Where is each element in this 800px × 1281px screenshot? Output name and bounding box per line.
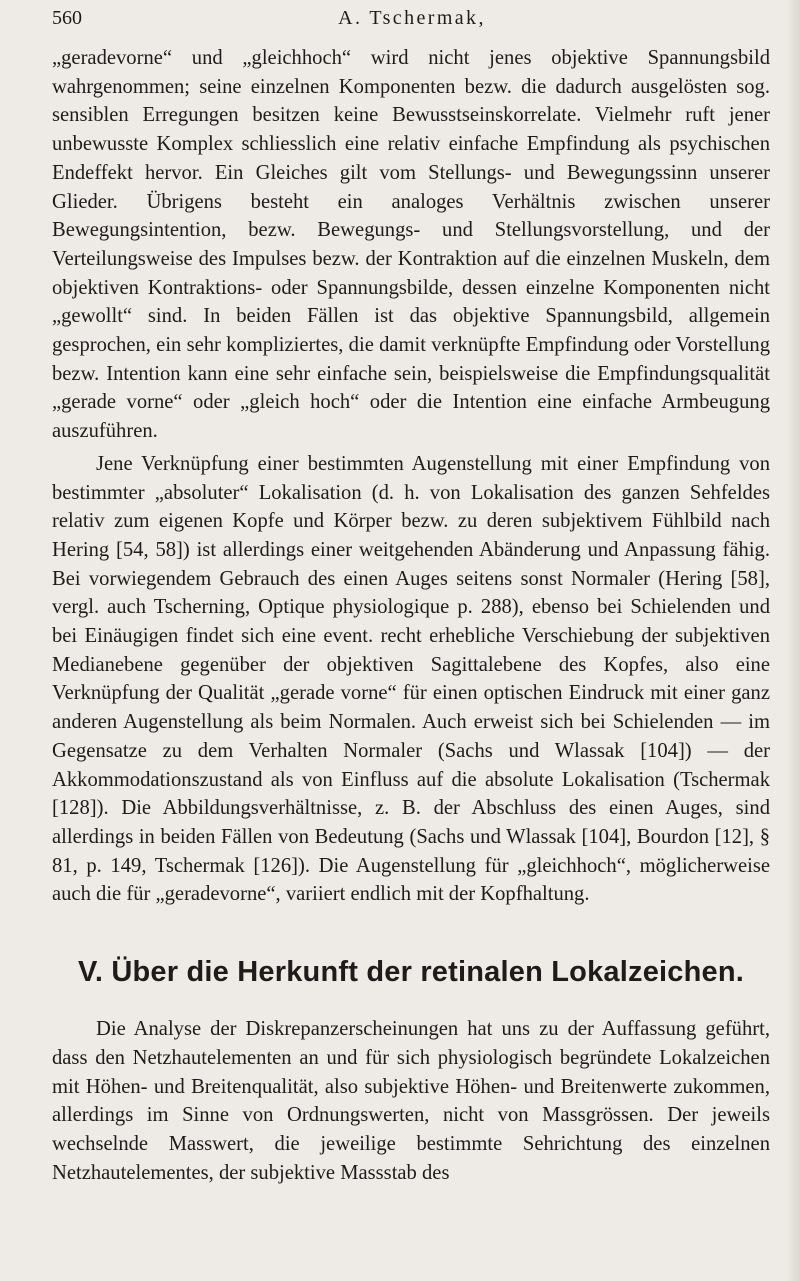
running-title: A. Tschermak, — [338, 7, 486, 29]
page-number: 560 — [52, 7, 82, 29]
running-header — [52, 4, 772, 32]
section-heading: V. Über die Herkunft der retinalen Lokalzeichen. — [77, 956, 745, 989]
paragraph-localization: Jene Verknüpfung einer bestimmten Augenstellung mit einer Empfindung von bestimmter „absoluter“ Lokalisation (d. h. von Lokalisation des ganzen Sehfeldes relativ zum eigenen Kopfe und Körper bezw. zu deren subjektivem Fühlbild nach Hering [54, 58]) ist allerdings einer weitgehenden Abänderung und Anpassung fähig. Bei vorwiegendem Gebrauch des einen Auges seitens sonst Normaler (Hering [58], vergl. auch Tscherning, Optique physiologique p. 288), ebenso bei Schielenden und bei Einäugigen findet sich eine event. recht erhebliche Verschiebung der subjektiven Medianebene gegenüber der objektiven Sagittalebene des Kopfes, also eine Verknüpfung der Qualität „gerade vorne“ für einen optischen Eindruck mit einer ganz anderen Augenstellung als beim Normalen. Auch erweist sich bei Schielenden — im Gegensatze zu dem Verhalten Normaler (Sachs und Wlassak [104]) — der Akkommodationszustand als von Einfluss auf die absolute Lokalisation (Tschermak [128]). Die Abbildungsverhältnisse, z. B. der Abschluss des einen Auges, sind allerdings in beiden Fällen von Bedeutung (Sachs und Wlassak [104], Bourdon [12], § 81, p. 149, Tschermak [126]). Die Augenstellung für „gleichhoch“, möglicherweise auch die für „geradevorne“, variiert endlich mit der Kopfhaltung. — [52, 452, 770, 906]
page-edge-shadow — [786, 0, 800, 1281]
paragraph-analysis: Die Analyse der Diskrepanzerscheinungen hat uns zu der Auffassung geführt, dass den Netzhautelementen an und für sich physiologisch begründete Lokalzeichen mit Höhen- und Breitenqualität, also subjektive Höhen- und Breitenwerte zukommen, allerdings im Sinne von Ordnungswerten, nicht von Massgrössen. Der jeweils wechselnde Masswert, die jeweilige bestimmte Sehrichtung des einzelnen Netzhautelementes, der subjektive Massstab des — [52, 1018, 770, 1184]
paragraph-continuation: „geradevorne“ und „gleichhoch“ wird nicht jenes objektive Spannungsbild wahrgenommen; seine einzelnen Komponenten bezw. die dadurch ausgelösten sog. sensiblen Erregungen besitzen keine Bewusstseinskorrelate. Vielmehr ruft jener unbewusste Komplex schliesslich eine relativ einfache Empfindung als psychischen Endeffekt hervor. Ein Gleiches gilt vom Stellungs- und Bewegungssinn unserer Glieder. Übrigens besteht ein analoges Verhältnis zwischen unserer Bewegungsintention, bezw. Bewegungs- und Stellungsvorstellung, und der Verteilungsweise des Impulses bezw. der Kontraktion auf die einzelnen Muskeln, dem objektiven Kontraktions- oder Spannungsbilde, dessen einzelne Komponenten nicht „gewollt“ sind. In beiden Fällen ist das objektive Spannungsbild, allgemein gesprochen, ein sehr kompliziertes, die damit verknüpfte Empfindung oder Vorstellung bezw. Intention kann eine sehr einfache sein, beispielsweise die Empfindungsqualität „gerade vorne“ oder „gleich hoch“ oder die Intention eine einfache Armbeugung auszuführen. — [52, 47, 770, 443]
body-text — [52, 44, 770, 1187]
